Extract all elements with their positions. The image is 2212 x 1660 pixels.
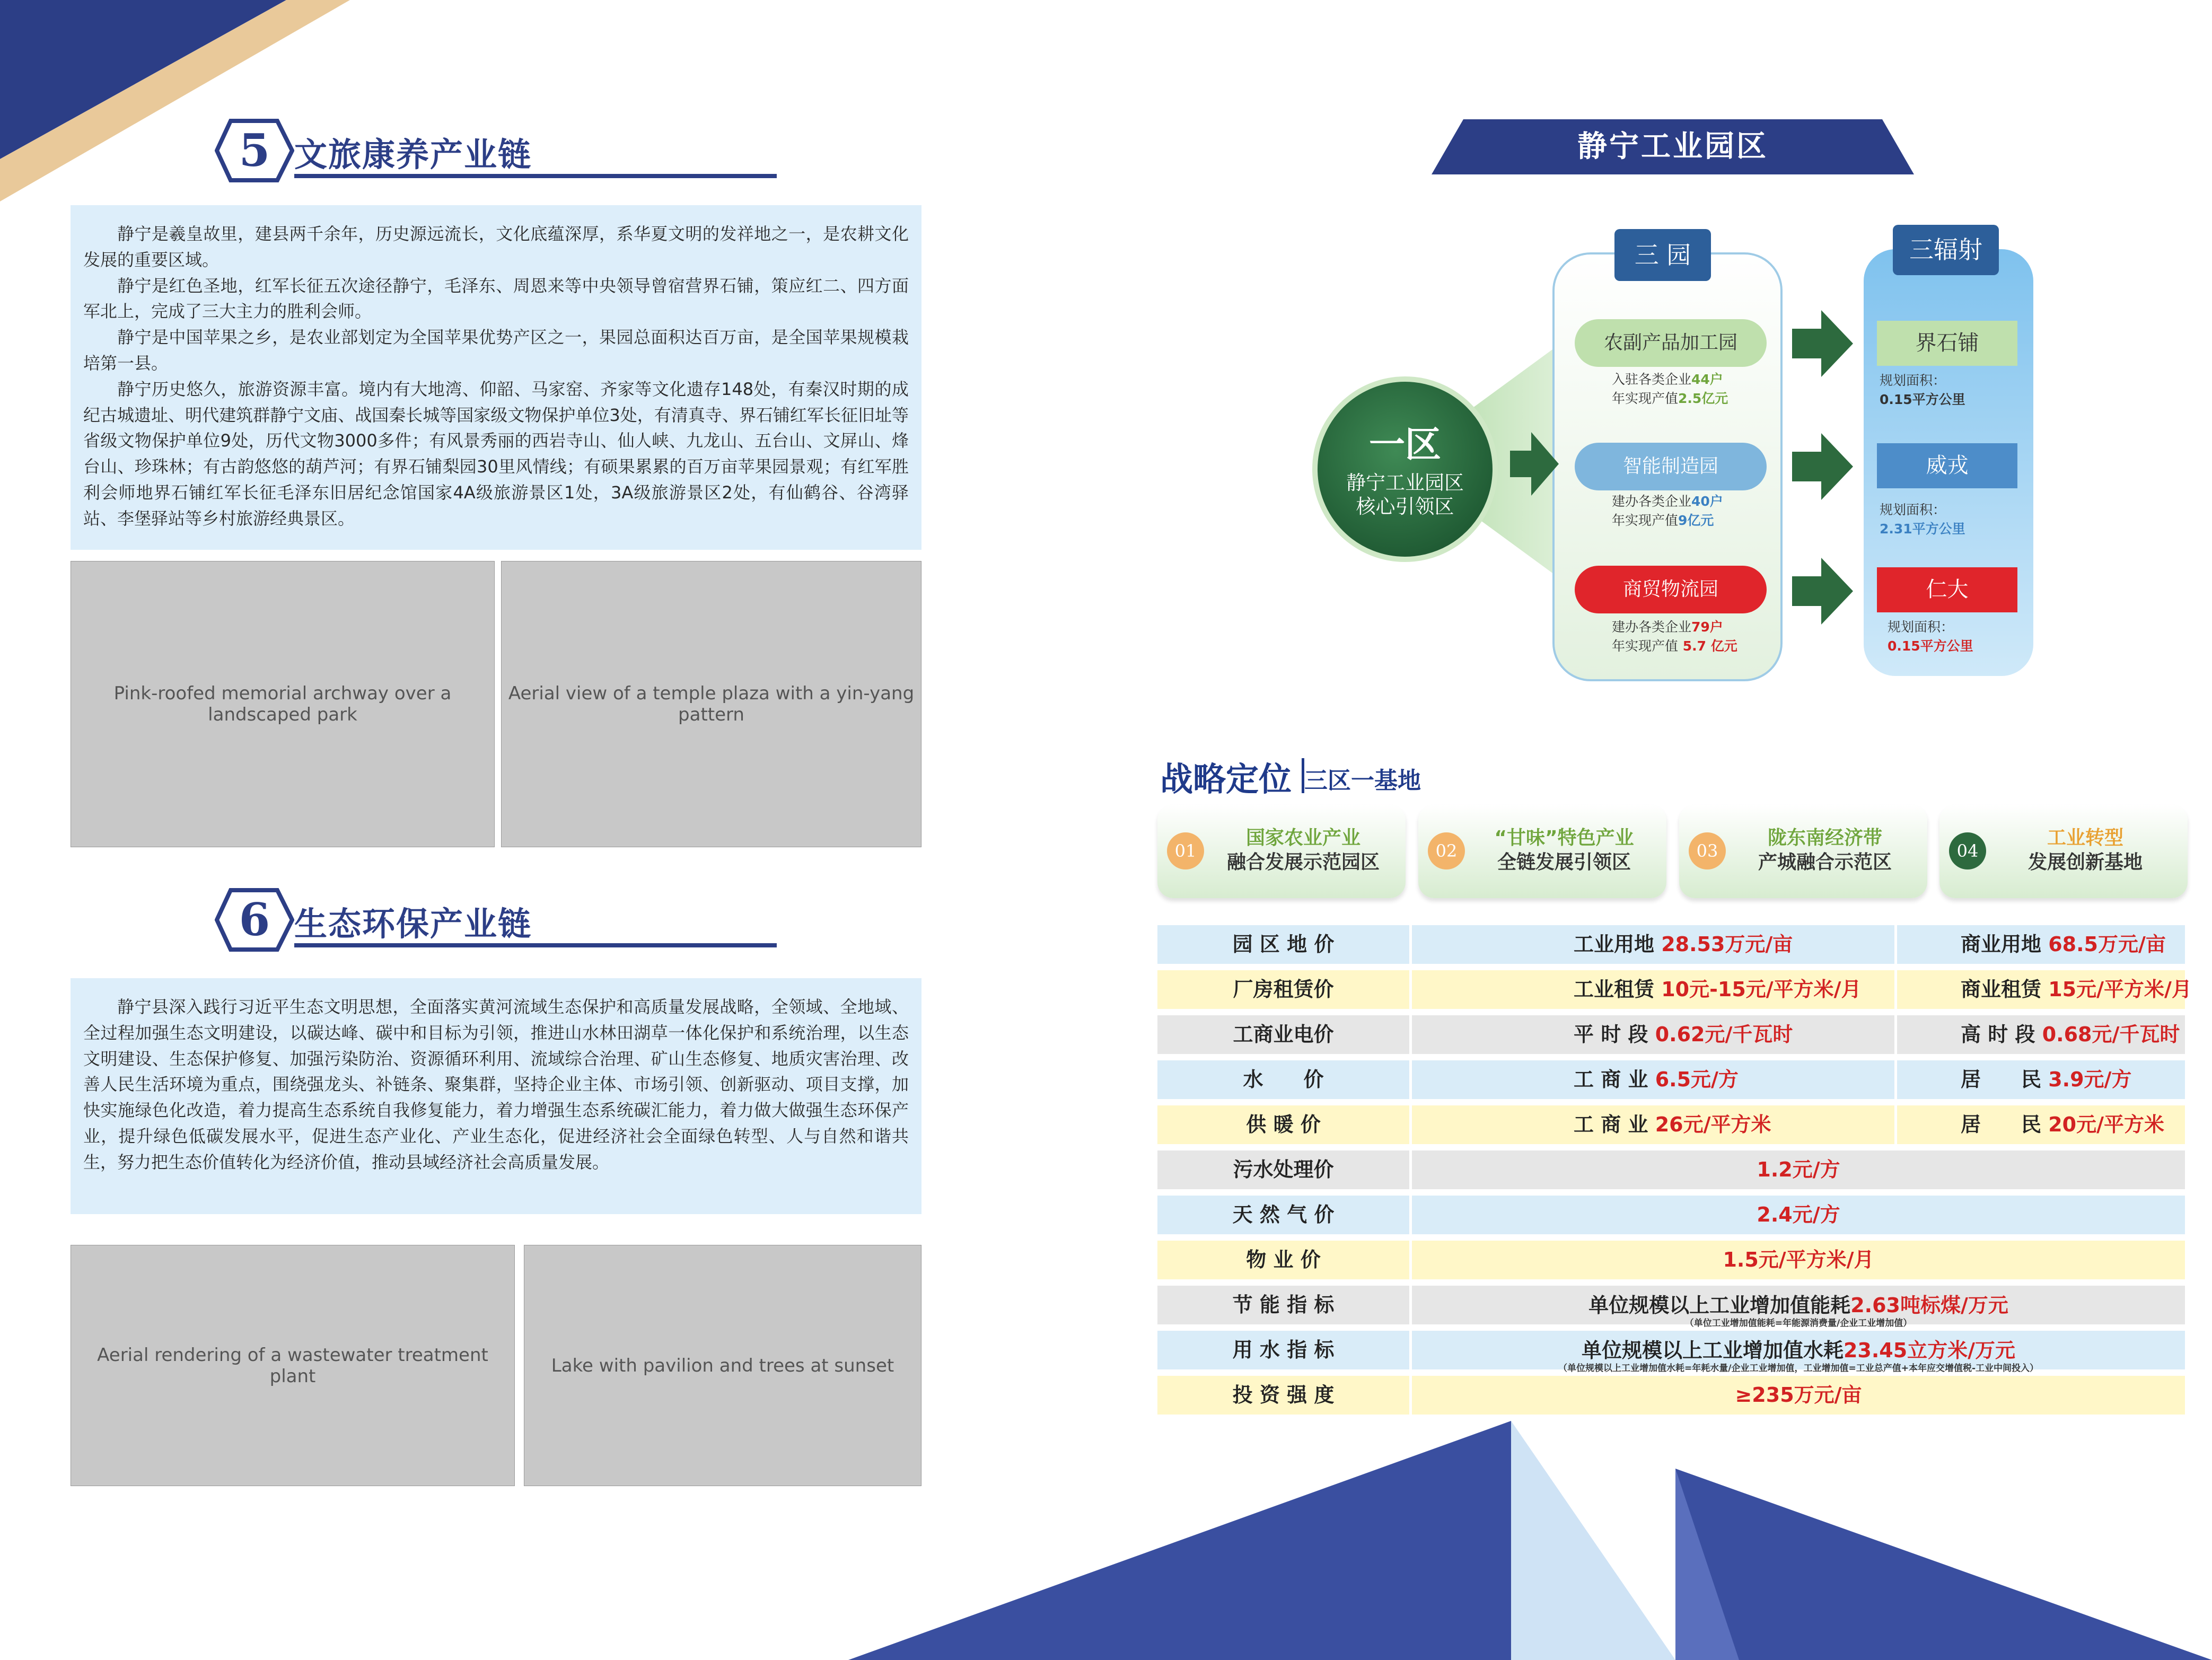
table-row-label: 节 能 指 标: [1157, 1286, 1412, 1327]
table-cell: 商业用地 68.5万元/亩: [1897, 925, 2188, 967]
table-row: [1157, 1331, 2188, 1372]
table-row-label: 工商业电价: [1157, 1015, 1412, 1057]
section-5-paragraph: 静宁是中国苹果之乡，是农业部划定为全国苹果优势产区之一，果园总面积达百万亩，是全国苹果规模栽培第一县。: [83, 327, 909, 373]
strategy-card-3: [1679, 805, 1927, 898]
photo-memorial-archway: Pink-roofed memorial archway over a landscaped park: [71, 561, 495, 847]
table-row-label: 供 暖 价: [1157, 1105, 1412, 1147]
strategy-card-4: [1939, 805, 2188, 898]
table-row-label: 物 业 价: [1157, 1241, 1412, 1282]
park-smart-stats: 建办各类企业40户 年实现产值9亿元: [1612, 494, 1723, 528]
section-6-paragraph: 静宁县深入践行习近平生态文明思想，全面落实黄河流域生态保护和高质量发展战略，全领域、全地域、全过程加强生态文明建设，以碳达峰、碳中和目标为引领，推进山水林田湖草一体化保护和系统治理，以生态文明建设、生态保护修复、加强污染防治、资源循环利用、流域综合治理、矿山生态修复、地质灾害治理、改善人民生活环境为重点，围绕强龙头、补链条、聚集群，坚持企业主体、市场引领、创新驱动、项目支撑，加快实施绿色化改造，着力提高生态系统自我修复能力，着力增强生态系统碳汇能力，着力做大做强生态环保产业，提升绿色低碳发展水平，促进生态产业化、产业生态化，促进经济社会全面绿色转型、人与自然和谐共生，努力把生态价值转化为经济价值，推动县域经济社会高质量发展。: [83, 997, 909, 1172]
radiate-renda: 仁大: [1877, 567, 2017, 612]
table-cell: 工业用地 28.53万元/亩: [1412, 925, 1897, 967]
core-zone-title: 一区: [1368, 424, 1441, 466]
table-cell: 平 时 段 0.62元/千瓦时: [1412, 1015, 1897, 1057]
strategy-card-2: [1418, 805, 1666, 898]
table-row-label: 天 然 气 价: [1157, 1196, 1412, 1237]
section-5-paragraph: 静宁是羲皇故里，建县两千余年，历史源远流长，文化底蕴深厚，系华夏文明的发祥地之一，是农耕文化发展的重要区域。: [83, 224, 909, 270]
table-cell: 1.5元/平方米/月: [1412, 1241, 2188, 1282]
strategy-card-text: 国家农业产业 融合发展示范园区: [1226, 827, 1380, 873]
table-row: [1157, 1196, 2188, 1237]
park-trade-logistics: 商贸物流园: [1575, 566, 1767, 613]
strategy-card-number: 01: [1167, 832, 1204, 869]
strategy-card-number: 04: [1949, 832, 1986, 869]
photo-treatment-plant: Aerial rendering of a wastewater treatment plant: [71, 1245, 515, 1486]
strategy-card-1: [1157, 805, 1406, 898]
table-cell: 单位规模以上工业增加值水耗23.45立方米/万元 （单位规模以上工业增加值水耗=年耗水量/企业工业增加值，工业增加值=工业总产值+本年应交增值税-工业中间投入）: [1412, 1331, 2188, 1372]
table-cell: 工业租赁 10元-15元/平方米/月: [1412, 970, 1897, 1012]
core-zone-role: 核心引领区: [1356, 495, 1454, 518]
table-row-label: 投 资 强 度: [1157, 1376, 1412, 1417]
park-agri-stats: 入驻各类企业44户 年实现产值2.5亿元: [1612, 372, 1728, 406]
strategy-card-number: 03: [1689, 832, 1726, 869]
strategy-card-text: “甘味”特色产业 全链发展引领区: [1494, 827, 1634, 873]
section-5-paragraph: 静宁是红色圣地，红军长征五次途径静宁，毛泽东、周恩来等中央领导曾宿营界石铺，策应红二、四方面军北上，完成了三大主力的胜利会师。: [83, 275, 909, 322]
table-cell: 居 民 20元/平方米: [1897, 1105, 2188, 1147]
radiate-weirong: 威戎: [1877, 443, 2017, 488]
table-row-label: 厂房租赁价: [1157, 970, 1412, 1012]
park-agri-processing: 农副产品加工园: [1575, 319, 1767, 367]
section-6-header: [215, 888, 777, 952]
section-6-number: 6: [239, 893, 270, 946]
section-5-paragraph: 静宁历史悠久，旅游资源丰富。境内有大地湾、仰韶、马家窑、齐家等文化遗存148处，有秦汉时期的成纪古城遗址、明代建筑群静宁文庙、战国秦长城等国家级文物保护单位3处，有清真寺、界石铺红军长征旧址等省级文物保护单位9处，历代文物3000多件；有风景秀丽的西岩寺山、仙人峡、九龙山、五台山、文屏山、烽台山、珍珠林；有古韵悠悠的葫芦河；有界石铺梨园30里风情线；有硕果累累的百万亩苹果园景观；有红军胜利会师地界石铺红军长征毛泽东旧居纪念馆国家4A级旅游景区1处，3A级旅游景区2处，有仙鹤谷、谷湾驿站、李堡驿站等乡村旅游经典景区。: [83, 379, 909, 529]
hexagon-badge-icon: [215, 888, 294, 952]
radiate-renda-area: 规划面积： 0.15平方公里: [1888, 619, 1973, 654]
table-row-label: 污水处理价: [1157, 1150, 1412, 1192]
section-6-text: [71, 978, 921, 1214]
strategy-subtitle: 三区一基地: [1304, 767, 1421, 794]
table-row: [1157, 1376, 2188, 1417]
table-cell: 工 商 业 26元/平方米: [1412, 1105, 1897, 1147]
radiate-weirong-area: 规划面积： 2.31平方公里: [1880, 502, 1965, 537]
strategy-card-text: 工业转型 发展创新基地: [2027, 827, 2143, 873]
section-6-underline: [294, 943, 777, 947]
section-5-header: [215, 119, 777, 182]
table-cell: 居 民 3.9元/方: [1897, 1060, 2188, 1102]
section-5-number: 5: [239, 124, 270, 177]
radiate-header: 三辐射: [1893, 225, 1999, 275]
table-row-label: 水 价: [1157, 1060, 1412, 1102]
table-cell: 工 商 业 6.5元/方: [1412, 1060, 1897, 1102]
section-6-title: 生态环保产业链: [294, 904, 532, 943]
table-cell: 1.2元/方: [1412, 1150, 2188, 1192]
table-row-label: 园 区 地 价: [1157, 925, 1412, 967]
photo-lake-pavilion: Lake with pavilion and trees at sunset: [524, 1245, 921, 1486]
radiate-jieshipu: 界石铺: [1877, 321, 2017, 366]
table-row: [1157, 1241, 2188, 1282]
bottom-corner-decoration: [827, 1421, 2212, 1660]
table-row: [1157, 1286, 2188, 1327]
core-zone-name: 静宁工业园区: [1346, 471, 1464, 494]
strategy-title: 战略定位: [1160, 760, 1292, 798]
table-row: [1157, 970, 2192, 1012]
table-row: [1157, 1105, 2188, 1147]
park-smart-manufacturing: 智能制造园: [1575, 443, 1767, 490]
table-row: [1157, 1150, 2188, 1192]
table-row: [1157, 925, 2188, 967]
park-banner-title: 静宁工业园区: [1577, 129, 1768, 164]
hexagon-badge-icon: [215, 119, 294, 182]
table-row: [1157, 1015, 2188, 1057]
table-row-label: 用 水 指 标: [1157, 1331, 1412, 1372]
photo-temple-plaza: Aerial view of a temple plaza with a yin-yang pattern: [501, 561, 921, 847]
strategy-card-number: 02: [1428, 832, 1465, 869]
table-cell: 高 时 段 0.68元/千瓦时: [1897, 1015, 2188, 1057]
table-row: [1157, 1060, 2188, 1102]
park-trade-stats: 建办各类企业79户 年实现产值 5.7 亿元: [1612, 619, 1737, 654]
radiate-jieshipu-area: 规划面积： 0.15平方公里: [1880, 373, 1965, 407]
table-cell: 单位规模以上工业增加值能耗2.63吨标煤/万元 （单位工业增加值能耗=年能源消费量/企业工业增加值）: [1412, 1286, 2188, 1327]
section-5-text: [71, 205, 921, 550]
section-5-underline: [294, 174, 777, 178]
table-cell: ≥235万元/亩: [1412, 1376, 2188, 1417]
section-5-title: 文旅康养产业链: [294, 135, 532, 174]
table-cell: 2.4元/方: [1412, 1196, 2188, 1237]
parks-header: 三 园: [1614, 229, 1711, 281]
strategy-card-text: 陇东南经济带 产城融合示范区: [1758, 827, 1892, 873]
table-cell: 商业租赁 15元/平方米/月: [1897, 970, 2188, 1012]
